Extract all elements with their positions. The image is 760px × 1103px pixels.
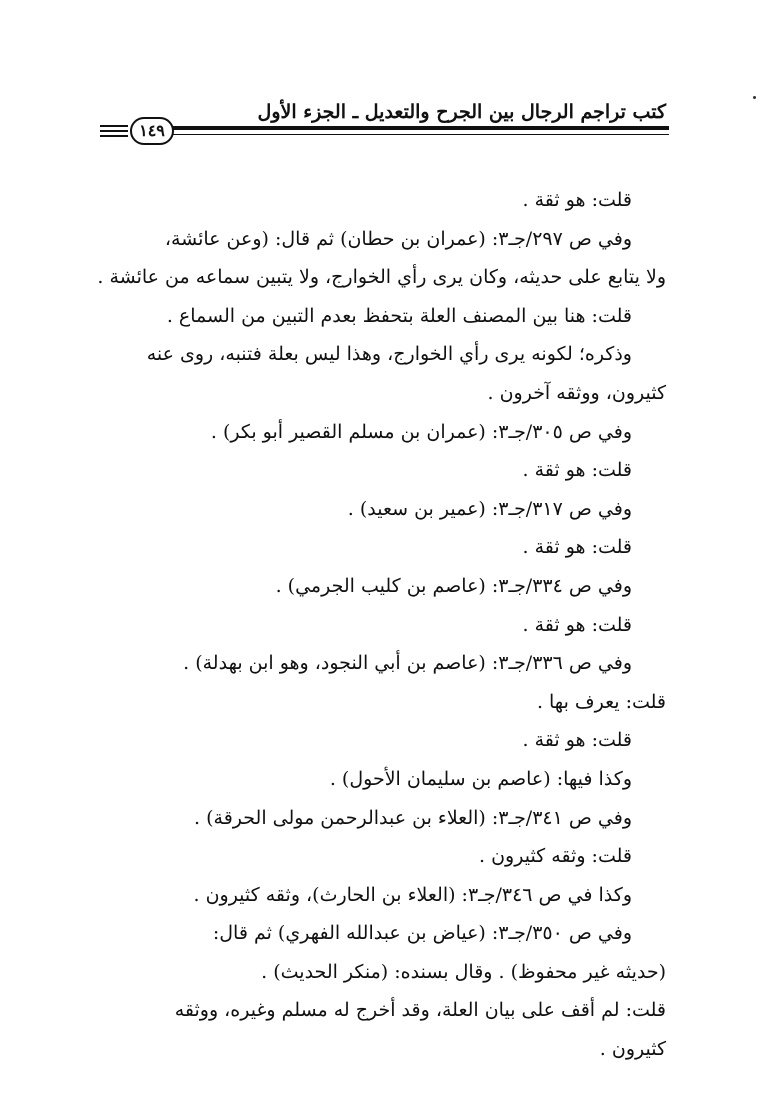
- margin-mark: [753, 96, 756, 99]
- ornament-stroke: [100, 135, 128, 137]
- text-line: وكذا في ص ٣٤٦/جـ٣: (العلاء بن الحارث)، وثقه كثيرون .: [193, 883, 632, 906]
- page-body: [98, 181, 666, 1069]
- text-line: قلت: هو ثقة .: [522, 729, 632, 752]
- ornament-stroke: [100, 125, 128, 127]
- text-line: وفي ص ٣٣٤/جـ٣: (عاصم بن كليب الجرمي) .: [275, 574, 632, 597]
- text-line: قلت: هنا بين المصنف العلة بتحفظ بعدم التبين من السماع .: [166, 304, 632, 327]
- text-line: وكذا فيها: (عاصم بن سليمان الأحول) .: [329, 767, 632, 790]
- text-line: ولا يتابع على حديثه، وكان يرى رأي الخوارج، ولا يتبين سماعه من عائشة .: [97, 266, 666, 289]
- text-line: قلت: هو ثقة .: [522, 613, 632, 636]
- running-header-title: كتب تراجم الرجال بين الجرح والتعديل ـ الجزء الأول: [257, 101, 666, 123]
- text-line: (حديثه غير محفوظ) . وقال بسنده: (منكر الحديث) .: [261, 960, 666, 983]
- text-line: قلت: لم أقف على بيان العلة، وقد أخرج له مسلم وغيره، ووثقه: [174, 999, 666, 1022]
- text-line: قلت: هو ثقة .: [522, 536, 632, 559]
- text-line: وفي ص ٣٤١/جـ٣: (العلاء بن عبدالرحمن مولى الحرقة) .: [194, 806, 632, 829]
- page-number-ornament: [100, 117, 172, 145]
- text-line: كثيرون .: [599, 1038, 666, 1061]
- text-line: وفي ص ٣٠٥/جـ٣: (عمران بن مسلم القصير أبو بكر) .: [210, 420, 632, 443]
- ornament-stroke: [100, 130, 128, 132]
- text-line: قلت: هو ثقة .: [522, 459, 632, 482]
- text-line: وفي ص ٣١٧/جـ٣: (عمير بن سعيد) .: [347, 497, 632, 520]
- text-line: كثيرون، ووثقه آخرون .: [487, 381, 666, 404]
- page-number: ١٤٩: [130, 117, 174, 145]
- text-line: قلت: هو ثقة .: [522, 189, 632, 211]
- text-line: قلت: وثقه كثيرون .: [479, 845, 632, 868]
- text-line: وذكره؛ لكونه يرى رأي الخوارج، وهذا ليس بعلة فتنبه، روى عنه: [146, 343, 632, 366]
- text-line: قلت: يعرف بها .: [536, 690, 666, 713]
- header-rule-thin: [172, 134, 669, 135]
- text-line: وفي ص ٣٥٠/جـ٣: (عياض بن عبدالله الفهري) ثم قال:: [212, 922, 632, 945]
- text-line: وفي ص ٢٩٧/جـ٣: (عمران بن حطان) ثم قال: (وعن عائشة،: [164, 227, 632, 250]
- text-line: وفي ص ٣٣٦/جـ٣: (عاصم بن أبي النجود، وهو ابن بهدلة) .: [183, 652, 632, 675]
- header-rule-thick: [172, 126, 669, 130]
